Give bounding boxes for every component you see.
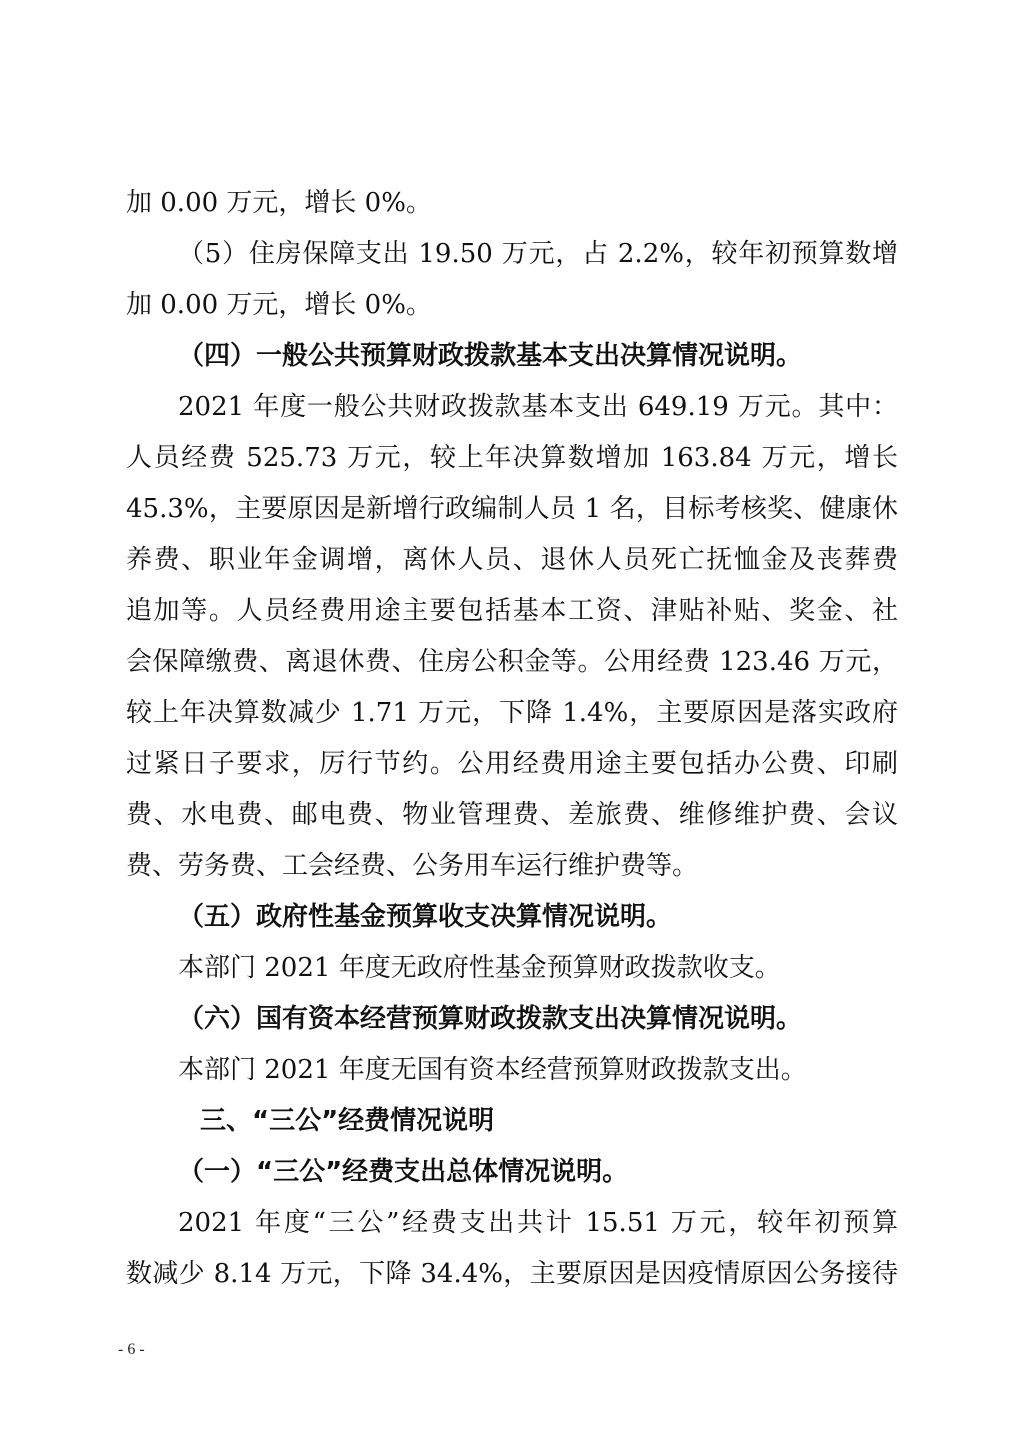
paragraph-line: 过紧日子要求，厉行节约。公用经费用途主要包括办公费、印刷 — [126, 749, 898, 779]
chapter-heading: 三、“三公”经费情况说明 — [200, 1106, 495, 1136]
paragraph-line: 养费、职业年金调增，离休人员、退休人员死亡抚恤金及丧葬费 — [126, 545, 898, 575]
section-heading: （四）一般公共预算财政拨款基本支出决算情况说明。 — [178, 341, 803, 371]
paragraph-line: 费、劳务费、工会经费、公务用车运行维护费等。 — [126, 851, 699, 881]
section-heading: （一）“三公”经费支出总体情况说明。 — [178, 1157, 629, 1187]
section-heading: （五）政府性基金预算收支决算情况说明。 — [178, 902, 673, 932]
paragraph-line: （5）住房保障支出 19.50 万元，占 2.2%，较年初预算数增 — [178, 239, 898, 269]
paragraph-line: 本部门 2021 年度无国有资本经营预算财政拨款支出。 — [178, 1055, 807, 1085]
paragraph-line: 人员经费 525.73 万元，较上年决算数增加 163.84 万元，增长 — [126, 443, 898, 473]
section-heading: （六）国有资本经营预算财政拨款支出决算情况说明。 — [178, 1004, 803, 1034]
paragraph-line: 加 0.00 万元，增长 0%。 — [126, 290, 432, 320]
paragraph-line: 数减少 8.14 万元，下降 34.4%，主要原因是因疫情原因公务接待 — [126, 1259, 898, 1289]
paragraph-line: 费、水电费、邮电费、物业管理费、差旅费、维修维护费、会议 — [126, 800, 898, 830]
paragraph-line: 追加等。人员经费用途主要包括基本工资、津贴补贴、奖金、社 — [126, 596, 898, 626]
paragraph-line: 45.3%，主要原因是新增行政编制人员 1 名，目标考核奖、健康休 — [126, 494, 898, 524]
paragraph-line: 2021 年度一般公共财政拨款基本支出 649.19 万元。其中： — [178, 392, 898, 422]
paragraph-line: 会保障缴费、离退休费、住房公积金等。公用经费 123.46 万元， — [126, 647, 898, 677]
page-number: - 6 - — [118, 1341, 145, 1358]
paragraph-line: 2021 年度“三公”经费支出共计 15.51 万元，较年初预算 — [178, 1208, 898, 1238]
paragraph-line: 本部门 2021 年度无政府性基金预算财政拨款收支。 — [178, 953, 781, 983]
paragraph-line: 加 0.00 万元，增长 0%。 — [126, 188, 432, 218]
paragraph-line: 较上年决算数减少 1.71 万元，下降 1.4%，主要原因是落实政府 — [126, 698, 898, 728]
